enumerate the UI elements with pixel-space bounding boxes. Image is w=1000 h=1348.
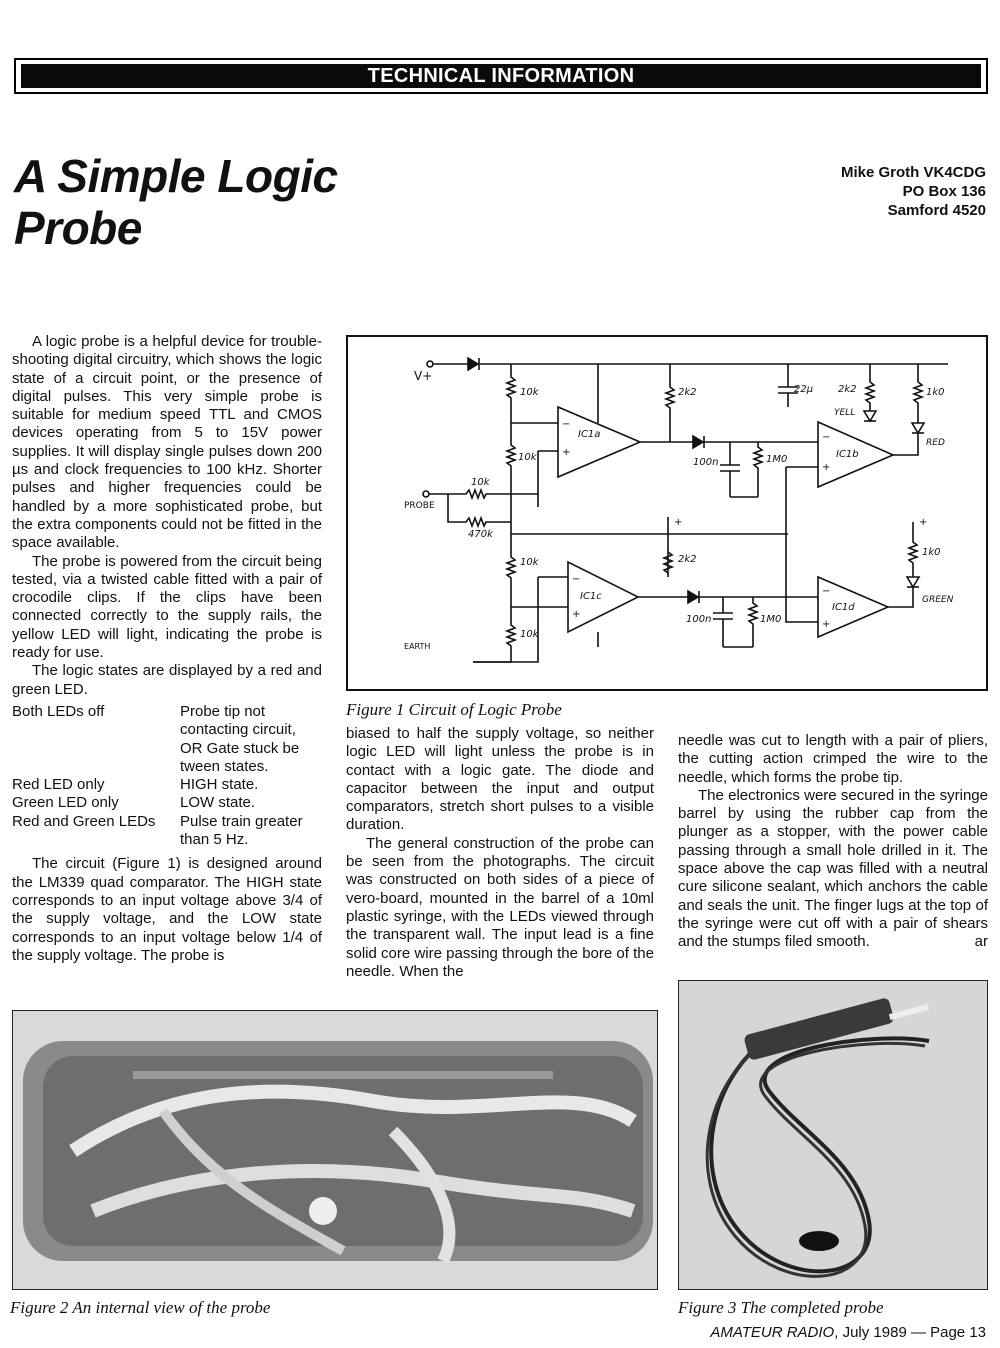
svg-text:−: − — [822, 432, 831, 443]
label-probe: PROBE — [404, 501, 435, 511]
label-green: GREEN — [922, 595, 954, 605]
svg-text:−: − — [822, 586, 831, 597]
led-state-row — [12, 794, 322, 812]
svg-text:+: + — [562, 447, 571, 458]
article-title — [14, 150, 338, 254]
figure-1-caption: Figure 1 Circuit of Logic Probe — [346, 700, 562, 719]
paragraph: biased to half the supply voltage, so neither logic LED will light unless the probe is in contact with a logic gate. The diode and capacitor between the input and output comparators, stretch short pulses to a visible duration. — [346, 725, 654, 834]
svg-text:1M0: 1M0 — [760, 614, 782, 625]
svg-text:100n: 100n — [686, 614, 712, 625]
figure-1-schematic — [346, 335, 988, 691]
svg-text:470k: 470k — [468, 529, 493, 540]
led-state-value: HIGH state. — [180, 776, 259, 794]
paragraph: needle was cut to length with a pair of pliers, the cutting action crimped the wire to the needle, which forms the probe tip. — [678, 732, 988, 786]
led-state-row — [12, 776, 322, 794]
label-red: RED — [926, 438, 945, 448]
column-1 — [12, 333, 322, 965]
paragraph: The logic states are displayed by a red and green LED. — [12, 662, 322, 698]
led-state-key: Red LED only — [12, 776, 105, 794]
figure-2-caption: Figure 2 An internal view of the probe — [10, 1298, 271, 1317]
title-line-2: Probe — [14, 202, 142, 254]
paragraph: The circuit (Figure 1) is designed around the LM339 quad comparator. The HIGH state corresponds to an input voltage above 3/4 of the supply voltage, and the LOW state corresponds to an input voltage below 1/4 of the supply voltage. The probe is — [12, 855, 322, 964]
column-2 — [346, 725, 654, 981]
svg-text:100n: 100n — [693, 457, 719, 468]
label-ic1b: IC1b — [836, 449, 859, 460]
title-line-1: A Simple Logic — [14, 150, 338, 202]
section-banner — [14, 58, 988, 94]
author-address-1: PO Box 136 — [902, 183, 986, 200]
author-address-2: Samford 4520 — [887, 202, 986, 219]
publication-name: AMATEUR RADIO — [710, 1324, 835, 1341]
svg-text:2k2: 2k2 — [678, 554, 697, 565]
issue-and-page: , July 1989 — Page 13 — [834, 1324, 986, 1341]
svg-text:10k: 10k — [520, 557, 539, 568]
led-state-row — [12, 703, 322, 776]
led-state-value: Pulse train greater than 5 Hz. — [180, 812, 303, 849]
paragraph — [678, 787, 988, 952]
svg-text:+: + — [572, 609, 581, 620]
svg-text:1M0: 1M0 — [766, 454, 788, 465]
svg-text:−: − — [562, 419, 571, 430]
label-yell: YELL — [834, 408, 856, 418]
banner-text: TECHNICAL INFORMATION — [21, 64, 981, 88]
svg-text:2k2: 2k2 — [838, 384, 857, 395]
label-earth: EARTH — [404, 642, 431, 651]
svg-text:10k: 10k — [520, 387, 539, 398]
led-state-key: Red and Green LEDs — [12, 812, 156, 830]
svg-text:+: + — [822, 619, 831, 630]
paragraph: A logic probe is a helpful device for trouble-shooting digital circuitry, which shows the logic state of a circuit point, or the presence of digital pulses. This very simple probe is suitable for medium speed TTL and CMOS devices operating from 5 to 15V power supplies. It will display single pulses down 200 µs and clock frequencies to 100 kHz. Shorter pulses and higher frequencies could be handled by a more sophisticated probe, but the extra components could not be fitted in the space available. — [12, 333, 322, 552]
svg-text:22µ: 22µ — [794, 384, 814, 395]
label-ic1a: IC1a — [578, 429, 601, 440]
led-state-key: Green LED only — [12, 794, 119, 812]
figure-3-caption: Figure 3 The completed probe — [678, 1298, 884, 1317]
svg-text:2k2: 2k2 — [678, 387, 697, 398]
led-state-value: LOW state. — [180, 794, 256, 812]
paragraph: The probe is powered from the circuit being tested, via a twisted cable fitted with a pair of crocodile clips. If the clips have been connected correctly to the supply rails, the yellow LED will light, indicating the probe is ready for use. — [12, 552, 322, 662]
svg-text:1k0: 1k0 — [922, 547, 941, 558]
paragraph: The general construction of the probe can be seen from the photographs. The circuit was constructed on both sides of a piece of vero-board, mounted in the barrel of a 10ml plastic syringe, with the LEDs viewed through the transparent wall. The input lead is a fine solid core wire passing through the bore of the needle. When the — [346, 834, 654, 980]
svg-text:1k0: 1k0 — [926, 387, 945, 398]
svg-text:10k: 10k — [471, 477, 490, 488]
svg-text:−: − — [572, 574, 581, 585]
paragraph-text: The electronics were secured in the syringe barrel by using the rubber cap from the plunger as a stopper, with the power cable passing through a small hole drilled in it. The space above the cap was filled with a neutral cure silicone sealant, which anchors the cable and seals the unit. The finger lugs at the top of the syringe were cut off with a pair of shears and the stumps filed smooth. — [678, 786, 988, 951]
led-state-key: Both LEDs off — [12, 702, 105, 720]
svg-text:10k: 10k — [520, 629, 539, 640]
svg-text:+: + — [919, 517, 928, 528]
led-state-row — [12, 813, 322, 850]
label-ic1d: IC1d — [832, 602, 855, 613]
author-block — [841, 163, 986, 220]
led-state-table — [12, 703, 322, 849]
figure-2-photo — [12, 1010, 658, 1290]
svg-text:+: + — [822, 462, 831, 473]
led-state-value: Probe tip not contacting circuit, OR Gate stuck be tween states. — [180, 702, 300, 775]
author-name: Mike Groth VK4CDG — [840, 164, 986, 181]
label-ic1c: IC1c — [580, 591, 602, 602]
figure-3-photo — [678, 980, 988, 1290]
column-3 — [678, 732, 988, 952]
label-vplus: V+ — [414, 369, 433, 383]
svg-text:+: + — [674, 517, 683, 528]
page-footer — [710, 1324, 986, 1341]
svg-text:10k: 10k — [518, 452, 537, 463]
end-sign: ar — [974, 933, 988, 951]
